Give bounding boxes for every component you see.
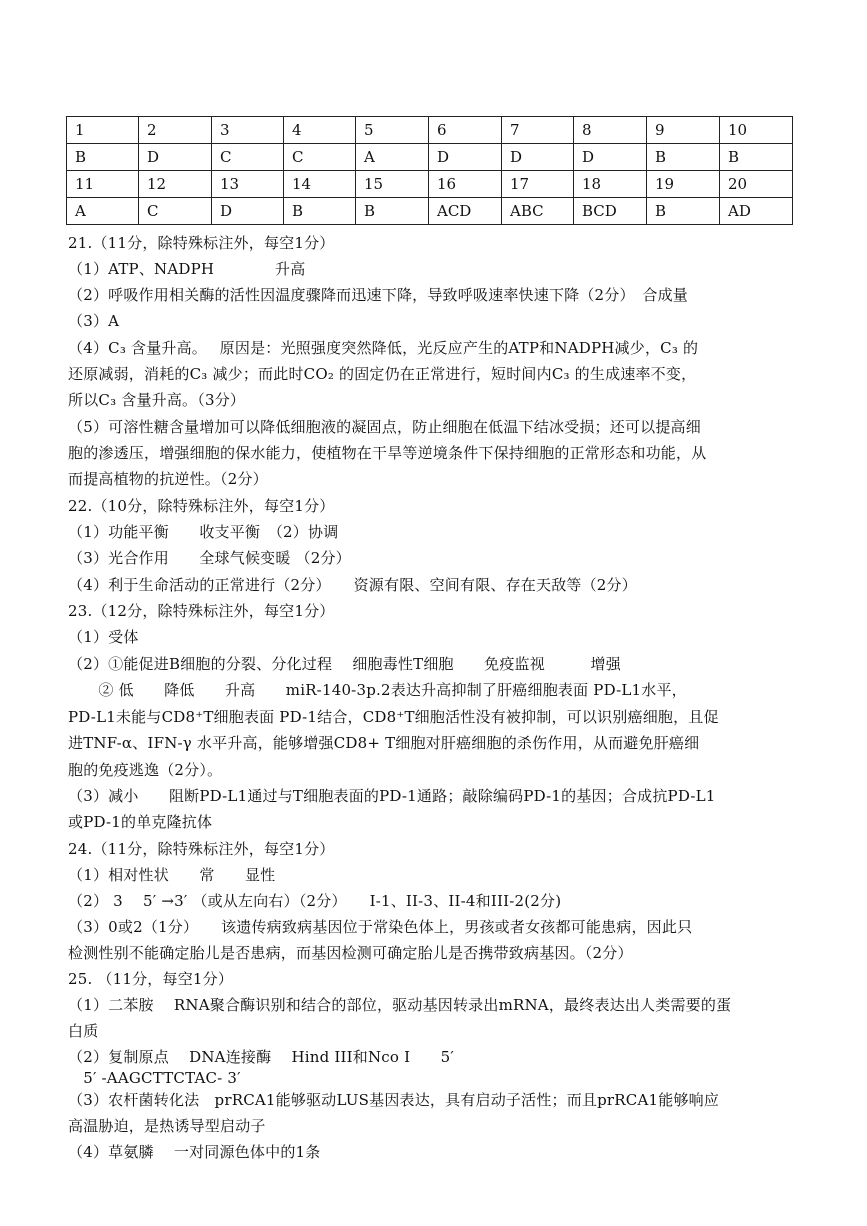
answer-table-row: [67, 144, 793, 171]
answer-table-cell: B: [647, 198, 720, 225]
q24-answer-3-line1: （3）0或2（1分） 该遗传病致病基因位于常染色体上，男孩或者女孩都可能患病，因此只: [68, 918, 693, 936]
answer-table-cell: D: [502, 144, 574, 171]
q21-answer-3: （3）A: [68, 312, 120, 330]
answer-table: [66, 116, 793, 225]
q21-answer-5-line1: （5）可溶性糖含量增加可以降低细胞液的凝固点，防止细胞在低温下结冰受损；还可以提高细: [68, 418, 701, 436]
answer-table-cell: 1: [67, 117, 139, 144]
answer-table-cell: A: [356, 144, 429, 171]
q23-heading: 23.（12分，除特殊标注外，每空1分）: [68, 602, 335, 620]
q25-answer-3-line2: 高温胁迫，是热诱导型启动子: [68, 1117, 266, 1135]
answer-table-cell: BCD: [574, 198, 647, 225]
answer-table-cell: D: [574, 144, 647, 171]
answer-table-row: [67, 117, 793, 144]
q23-answer-2-line4: 进TNF-α、IFN-γ 水平升高，能够增强CD8+ T细胞对肝癌细胞的杀伤作用，从而避免肝癌细: [68, 734, 700, 752]
answer-table-cell: 10: [720, 117, 793, 144]
answer-table-cell: B: [67, 144, 139, 171]
answer-table-cell: 17: [502, 171, 574, 198]
answer-table-row: [67, 171, 793, 198]
q21-heading: 21.（11分，除特殊标注外，每空1分）: [68, 234, 335, 252]
q21-answer-4-line2: 还原减弱，消耗的C₃ 减少；而此时CO₂ 的固定仍在正常进行，短时间内C₃ 的生成速率不变，: [68, 365, 697, 383]
q22-answer-3: （3）光合作用 全球气候变暖 （2分）: [68, 549, 351, 567]
q21-answer-4-line1: （4）C₃ 含量升高。 原因是：光照强度突然降低，光反应产生的ATP和NADPH减少，C₃ 的: [68, 339, 699, 357]
answer-table-cell: 14: [284, 171, 356, 198]
answer-table-cell: ABC: [502, 198, 574, 225]
q21-answer-4-line3: 所以C₃ 含量升高。（3分）: [68, 391, 246, 409]
q24-answer-1: （1）相对性状 常 显性: [68, 866, 276, 884]
answer-table-cell: 20: [720, 171, 793, 198]
q22-heading: 22.（10分，除特殊标注外，每空1分）: [68, 497, 335, 515]
answer-table-cell: D: [429, 144, 502, 171]
answer-table-cell: 2: [139, 117, 212, 144]
q22-answer-1-2: （1）功能平衡 收支平衡 （2）协调: [68, 523, 339, 541]
answer-table-cell: B: [356, 198, 429, 225]
q25-answer-3-line1: （3）农杆菌转化法 prRCA1能够驱动LUS基因表达，具有启动子活性；而且prRCA1能够响应: [68, 1091, 720, 1109]
answer-table-cell: 19: [647, 171, 720, 198]
q25-answer-4: （4）草氨膦 一对同源色体中的1条: [68, 1143, 321, 1161]
q21-answer-5-line3: 而提高植物的抗逆性。（2分）: [68, 470, 268, 488]
q24-answer-2: （2） 3 5′ →3′ （或从左向右）（2分） Ⅰ-1、II-3、II-4和III-2(2分): [68, 892, 562, 910]
q23-answer-2-line1: （2）①能促进B细胞的分裂、分化过程 细胞毒性T细胞 免疫监视 增强: [68, 655, 621, 673]
answer-table-cell: 4: [284, 117, 356, 144]
answer-table-cell: C: [284, 144, 356, 171]
answer-table-cell: 7: [502, 117, 574, 144]
answer-table-cell: ACD: [429, 198, 502, 225]
q25-answer-2-line2: 5′ -AAGCTTCTAC- 3′: [68, 1069, 241, 1087]
q25-heading: 25. （11分，每空1分）: [68, 970, 234, 988]
answer-table-cell: A: [67, 198, 139, 225]
q24-answer-3-line2: 检测性别不能确定胎儿是否患病，而基因检测可确定胎儿是否携带致病基因。（2分）: [68, 944, 633, 962]
answer-table-cell: 8: [574, 117, 647, 144]
answer-table-cell: B: [284, 198, 356, 225]
answer-table-cell: 13: [212, 171, 284, 198]
q23-answer-3-line1: （3）减小 阻断PD-L1通过与T细胞表面的PD-1通路；敲除编码PD-1的基因；合成抗PD-L1: [68, 787, 716, 805]
answer-table-cell: D: [212, 198, 284, 225]
q21-answer-5-line2: 胞的渗透压，增强细胞的保水能力，使植物在干旱等逆境条件下保持细胞的正常形态和功能，从: [68, 444, 707, 462]
answer-table-cell: 18: [574, 171, 647, 198]
q23-answer-2-line5: 胞的免疫逃逸（2分）。: [68, 761, 223, 779]
q22-answer-4: （4）利于生命活动的正常进行（2分） 资源有限、空间有限、存在天敌等（2分）: [68, 576, 637, 594]
answer-table-cell: 11: [67, 171, 139, 198]
answer-table-cell: B: [720, 144, 793, 171]
answer-table-row: [67, 198, 793, 225]
answer-table-cell: 5: [356, 117, 429, 144]
answer-table-cell: 3: [212, 117, 284, 144]
q25-answer-1-line1: （1）二苯胺 RNA聚合酶识别和结合的部位，驱动基因转录出mRNA，最终表达出人类需要的蛋: [68, 996, 732, 1014]
answer-table-cell: AD: [720, 198, 793, 225]
answer-table-cell: 15: [356, 171, 429, 198]
q24-heading: 24.（11分，除特殊标注外，每空1分）: [68, 840, 335, 858]
q23-answer-2-line2: ② 低 降低 升高 miR-140-3p.2表达升高抑制了肝癌细胞表面 PD-L1水平，: [68, 681, 687, 699]
answer-table-cell: C: [212, 144, 284, 171]
answer-table-cell: D: [139, 144, 212, 171]
q21-answer-1: （1）ATP、NADPH 升高: [68, 260, 306, 278]
q23-answer-1: （1）受体: [68, 628, 139, 646]
answer-table-cell: B: [647, 144, 720, 171]
answer-table-cell: 16: [429, 171, 502, 198]
q25-answer-1-line2: 白质: [68, 1022, 99, 1040]
q23-answer-3-line2: 或PD-1的单克隆抗体: [68, 813, 213, 831]
answer-table-cell: 9: [647, 117, 720, 144]
q21-answer-2: （2）呼吸作用相关酶的活性因温度骤降而迅速下降，导致呼吸速率快速下降（2分） 合成量: [68, 286, 688, 304]
q25-answer-2-line1: （2）复制原点 DNA连接酶 Hind III和Nco I 5′: [68, 1048, 454, 1066]
answer-table-cell: 6: [429, 117, 502, 144]
answer-table-cell: C: [139, 198, 212, 225]
q23-answer-2-line3: PD-L1未能与CD8⁺T细胞表面 PD-1结合，CD8⁺T细胞活性没有被抑制，可以识别癌细胞，且促: [68, 708, 719, 726]
answer-table-cell: 12: [139, 171, 212, 198]
